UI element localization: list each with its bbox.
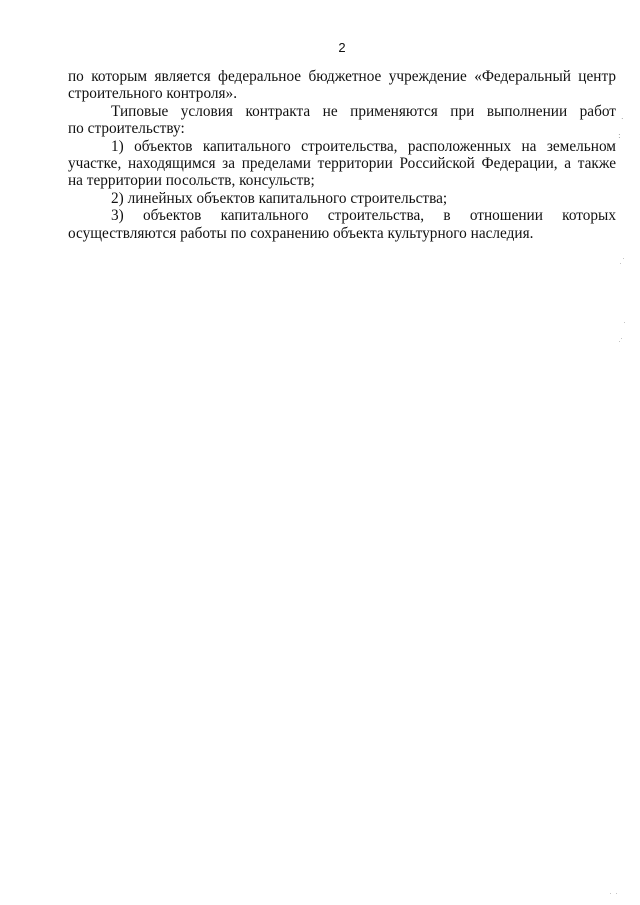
- document-body: [68, 68, 616, 242]
- text-line: Типовые условия контракта не применяются при выполнении работ: [111, 102, 616, 120]
- scan-artifact: [619, 341, 620, 342]
- scan-artifact: [623, 258, 624, 259]
- text-line: участке, находящимся за пределами территории Российской Федерации, а также: [68, 155, 616, 173]
- scan-artifact: [620, 263, 621, 264]
- text-line: осуществляются работы по сохранению объекта культурного наследия.: [68, 224, 534, 242]
- text-line: 2) линейных объектов капитального строительства;: [111, 189, 448, 207]
- text-line: строительного контроля».: [68, 85, 238, 103]
- text-line: на территории посольств, консульств;: [68, 172, 315, 190]
- text-line: по которым является федеральное бюджетное учреждение «Федеральный центр: [68, 68, 616, 85]
- text-line: 1) объектов капитального строительства, расположенных на земельном: [111, 137, 616, 155]
- text-line: по строительству:: [68, 120, 185, 138]
- scan-artifact: [624, 322, 625, 323]
- text-line: 3) объектов капитального строительства, в отношении которых: [111, 207, 616, 225]
- scan-artifact: [616, 893, 617, 894]
- scan-artifact: :: [618, 131, 621, 140]
- scan-artifact: [610, 893, 611, 894]
- scan-artifact: [621, 338, 622, 339]
- scan-artifact: .: [621, 112, 624, 121]
- page-number: 2: [338, 40, 346, 55]
